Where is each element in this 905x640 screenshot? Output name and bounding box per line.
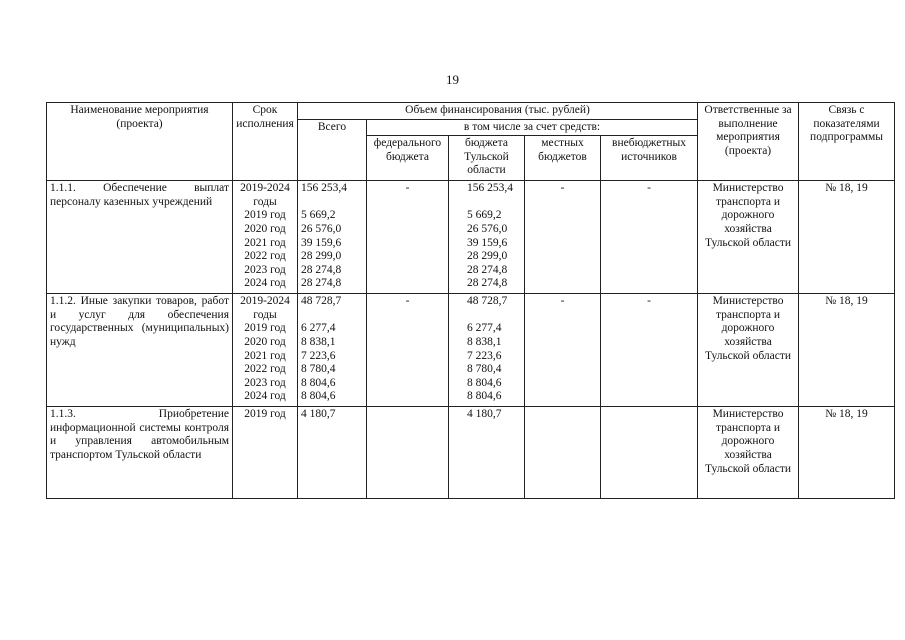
header-link: Связь с показателями подпрограммы: [799, 103, 895, 181]
row-totals: 48 728,7 6 277,4 8 838,1 7 223,6 8 780,4 8 804,6 8 804,6: [298, 294, 367, 407]
row-extrabudget: -: [601, 294, 698, 407]
row-responsible: Министерство транспорта и дорожного хозяйства Тульской области: [698, 407, 799, 499]
header-including: в том числе за счет средств:: [367, 119, 698, 136]
financing-table: [46, 102, 895, 499]
header-federal: федерального бюджета: [367, 136, 449, 181]
header-financing: Объем финансирования (тыс. рублей): [298, 103, 698, 120]
row-local: [525, 407, 601, 499]
row-link: № 18, 19: [799, 294, 895, 407]
row-regional: 4 180,7: [449, 407, 525, 499]
row-link: № 18, 19: [799, 407, 895, 499]
header-responsible: Ответственные за выполнение мероприятия (проекта): [698, 103, 799, 181]
row-name: 1.1.2. Иные закупки товаров, работ и услуг для обеспечения государственных (муниципальных) нужд: [47, 294, 233, 407]
row-responsible: Министерство транспорта и дорожного хозяйства Тульской области: [698, 294, 799, 407]
row-regional: 48 728,7 6 277,4 8 838,1 7 223,6 8 780,4 8 804,6 8 804,6: [449, 294, 525, 407]
header-local: местных бюджетов: [525, 136, 601, 181]
header-regional: бюджета Тульской области: [449, 136, 525, 181]
header-name: Наименование мероприятия (проекта): [47, 103, 233, 181]
table-row: [47, 407, 895, 499]
row-totals: 156 253,4 5 669,2 26 576,0 39 159,6 28 299,0 28 274,8 28 274,8: [298, 181, 367, 294]
row-terms: 2019 год: [233, 407, 298, 499]
row-name: 1.1.1. Обеспечение выплат персоналу казенных учреждений: [47, 181, 233, 294]
row-local: -: [525, 181, 601, 294]
row-terms: 2019-2024 годы 2019 год 2020 год 2021 год 2022 год 2023 год 2024 год: [233, 294, 298, 407]
row-extrabudget: -: [601, 181, 698, 294]
row-name: 1.1.3. Приобретение информационной системы контроля и управления автомобильным транспортом Тульской области: [47, 407, 233, 499]
row-federal: -: [367, 294, 449, 407]
header-term: Срок исполнения: [233, 103, 298, 181]
row-responsible: Министерство транспорта и дорожного хозяйства Тульской области: [698, 181, 799, 294]
row-extrabudget: [601, 407, 698, 499]
row-local: -: [525, 294, 601, 407]
row-regional: 156 253,4 5 669,2 26 576,0 39 159,6 28 299,0 28 274,8 28 274,8: [449, 181, 525, 294]
header-total: Всего: [298, 119, 367, 181]
table-row: [47, 181, 895, 294]
table-row: [47, 294, 895, 407]
row-terms: 2019-2024 годы 2019 год 2020 год 2021 год 2022 год 2023 год 2024 год: [233, 181, 298, 294]
page-number: 19: [446, 72, 459, 87]
row-federal: -: [367, 181, 449, 294]
header-extrabudget: внебюджетных источников: [601, 136, 698, 181]
row-link: № 18, 19: [799, 181, 895, 294]
row-totals: 4 180,7: [298, 407, 367, 499]
row-federal: [367, 407, 449, 499]
